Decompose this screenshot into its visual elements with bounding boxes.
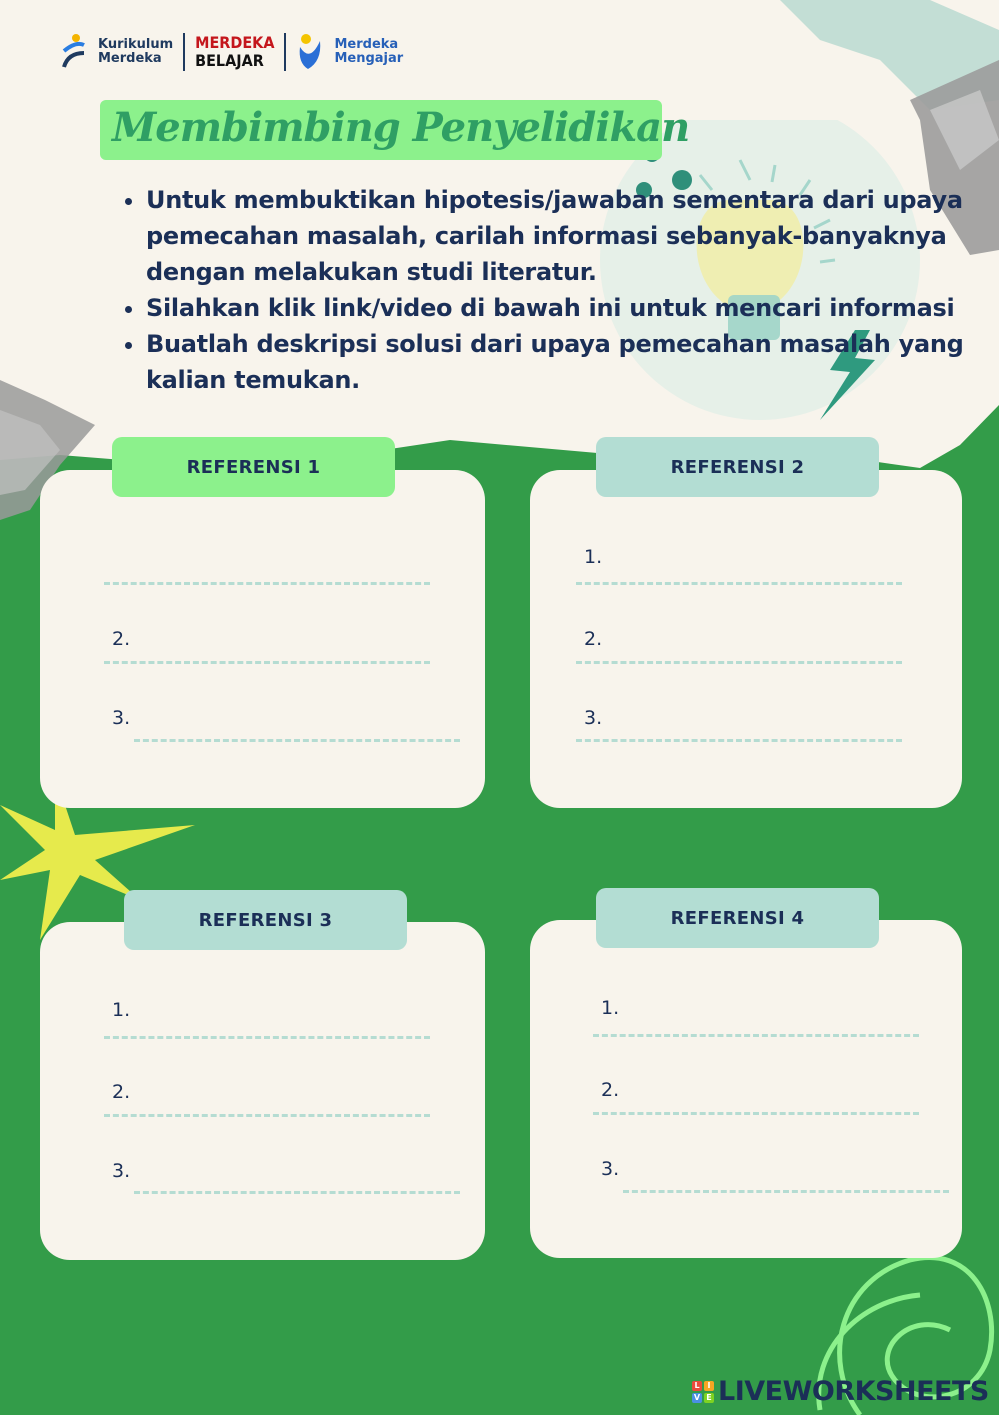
reference-2-answer-line-2[interactable] [576,661,902,664]
kurikulum-merdeka-logo-icon [60,33,88,71]
logo-letter-l: L [692,1381,702,1391]
merdeka-mengajar-line1: Merdeka [334,37,399,52]
page-title: Membimbing Penyelidikan [112,104,690,151]
reference-3-tab: REFERENSI 3 [124,890,407,950]
logo-letter-v: V [693,1392,701,1402]
reference-2-number-3: 3. [584,707,603,729]
reference-card-3 [40,922,485,1260]
reference-2-number-2: 2. [584,628,603,650]
logo-divider-2 [284,33,286,71]
reference-3-number-2: 2. [112,1081,131,1103]
merdeka-mengajar-logo-icon [296,33,324,71]
reference-4-number-3: 3. [601,1158,620,1180]
reference-3-number-3: 3. [112,1160,131,1182]
instruction-item: • Buatlah deskripsi solusi dari upaya pemecahan masalah yang kalian temukan. [146,326,966,398]
reference-3-number-1: 1. [112,999,131,1021]
liveworksheets-wordmark: LIVEWORKSHEETS [718,1376,989,1407]
instruction-list [112,182,966,398]
reference-2-answer-line-1[interactable] [576,582,902,585]
reference-4-answer-line-1[interactable] [593,1034,919,1037]
logo-divider [183,33,185,71]
reference-3-answer-line-1[interactable] [104,1036,430,1039]
logo-letter-i: I [704,1381,714,1391]
liveworksheets-logo-icon [692,1381,714,1403]
logo-bar [60,30,403,74]
merdeka-mengajar-logo-text [334,38,403,66]
reference-4-number-2: 2. [601,1079,620,1101]
reference-4-number-1: 1. [601,997,620,1019]
reference-1-answer-line-2[interactable] [104,661,430,664]
title-highlight [100,100,690,160]
reference-4-tab: REFERENSI 4 [596,888,879,948]
reference-1-number-3: 3. [112,707,131,729]
reference-2-number-1: 1. [584,546,603,568]
reference-1-tab: REFERENSI 1 [112,437,395,497]
reference-2-answer-line-3[interactable] [576,739,902,742]
merdeka-belajar-line1: MERDEKA [195,33,275,52]
logo-letter-e: E [704,1393,714,1403]
merdeka-belajar-logo [195,34,274,70]
kurikulum-word: Kurikulum [98,37,174,52]
instruction-item: • Untuk membuktikan hipotesis/jawaban sementara dari upaya pemecahan masalah, carilah informasi sebanyak-banyaknya dengan melakukan studi literatur. [146,182,966,290]
kurikulum-merdeka-logo-text [98,38,173,66]
reference-card-1 [40,470,485,808]
reference-2-tab: REFERENSI 2 [596,437,879,497]
merdeka-word: Merdeka [98,51,162,66]
reference-1-answer-line-1[interactable] [104,582,430,585]
reference-card-4 [530,920,962,1258]
reference-4-answer-line-2[interactable] [593,1112,919,1115]
liveworksheets-brand [692,1376,989,1407]
reference-3-answer-line-2[interactable] [104,1114,430,1117]
merdeka-belajar-line2: BELAJAR [195,51,264,70]
reference-1-answer-line-3[interactable] [134,739,460,742]
reference-3-answer-line-3[interactable] [134,1191,460,1194]
merdeka-mengajar-line2: Mengajar [334,51,404,66]
reference-4-answer-line-3[interactable] [623,1190,949,1193]
reference-1-number-2: 2. [112,628,131,650]
instruction-item: • Silahkan klik link/video di bawah ini untuk mencari informasi [146,290,966,326]
